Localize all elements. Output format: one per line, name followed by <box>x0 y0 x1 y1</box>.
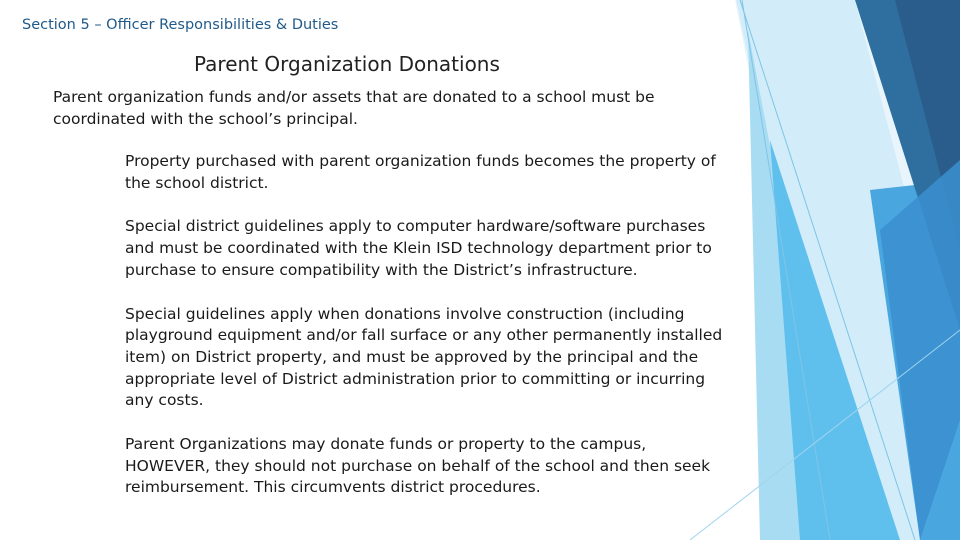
bullet-item: Special district guidelines apply to computer hardware/software purchases and must be coordinated with the Klein ISD technology department prior to purchase to ensure compatibility with the District’s infrastructure. <box>125 217 712 279</box>
bullet-item: Special guidelines apply when donations involve construction (including playground equipment and/or fall surface or any other permanently installed item) on District property, and must be approved by the principal and the appropriate level of District administration prior to committing or incurring any costs. <box>125 304 723 410</box>
bullet-item: Parent Organizations may donate funds or property to the campus, HOWEVER, they should not purchase on behalf of the school and then seek reimbursement. This circumvents district procedures. <box>125 435 711 497</box>
section-header: Section 5 – Officer Responsibilities & Duties <box>22 17 339 33</box>
bullet-item: Property purchased with parent organization funds becomes the property of the school district. <box>125 152 716 192</box>
bullet-list <box>125 151 725 499</box>
slide-title: Parent Organization Donations <box>194 52 500 76</box>
intro-paragraph: Parent organization funds and/or assets that are donated to a school must be coordinated with the school’s principal. <box>53 88 655 128</box>
